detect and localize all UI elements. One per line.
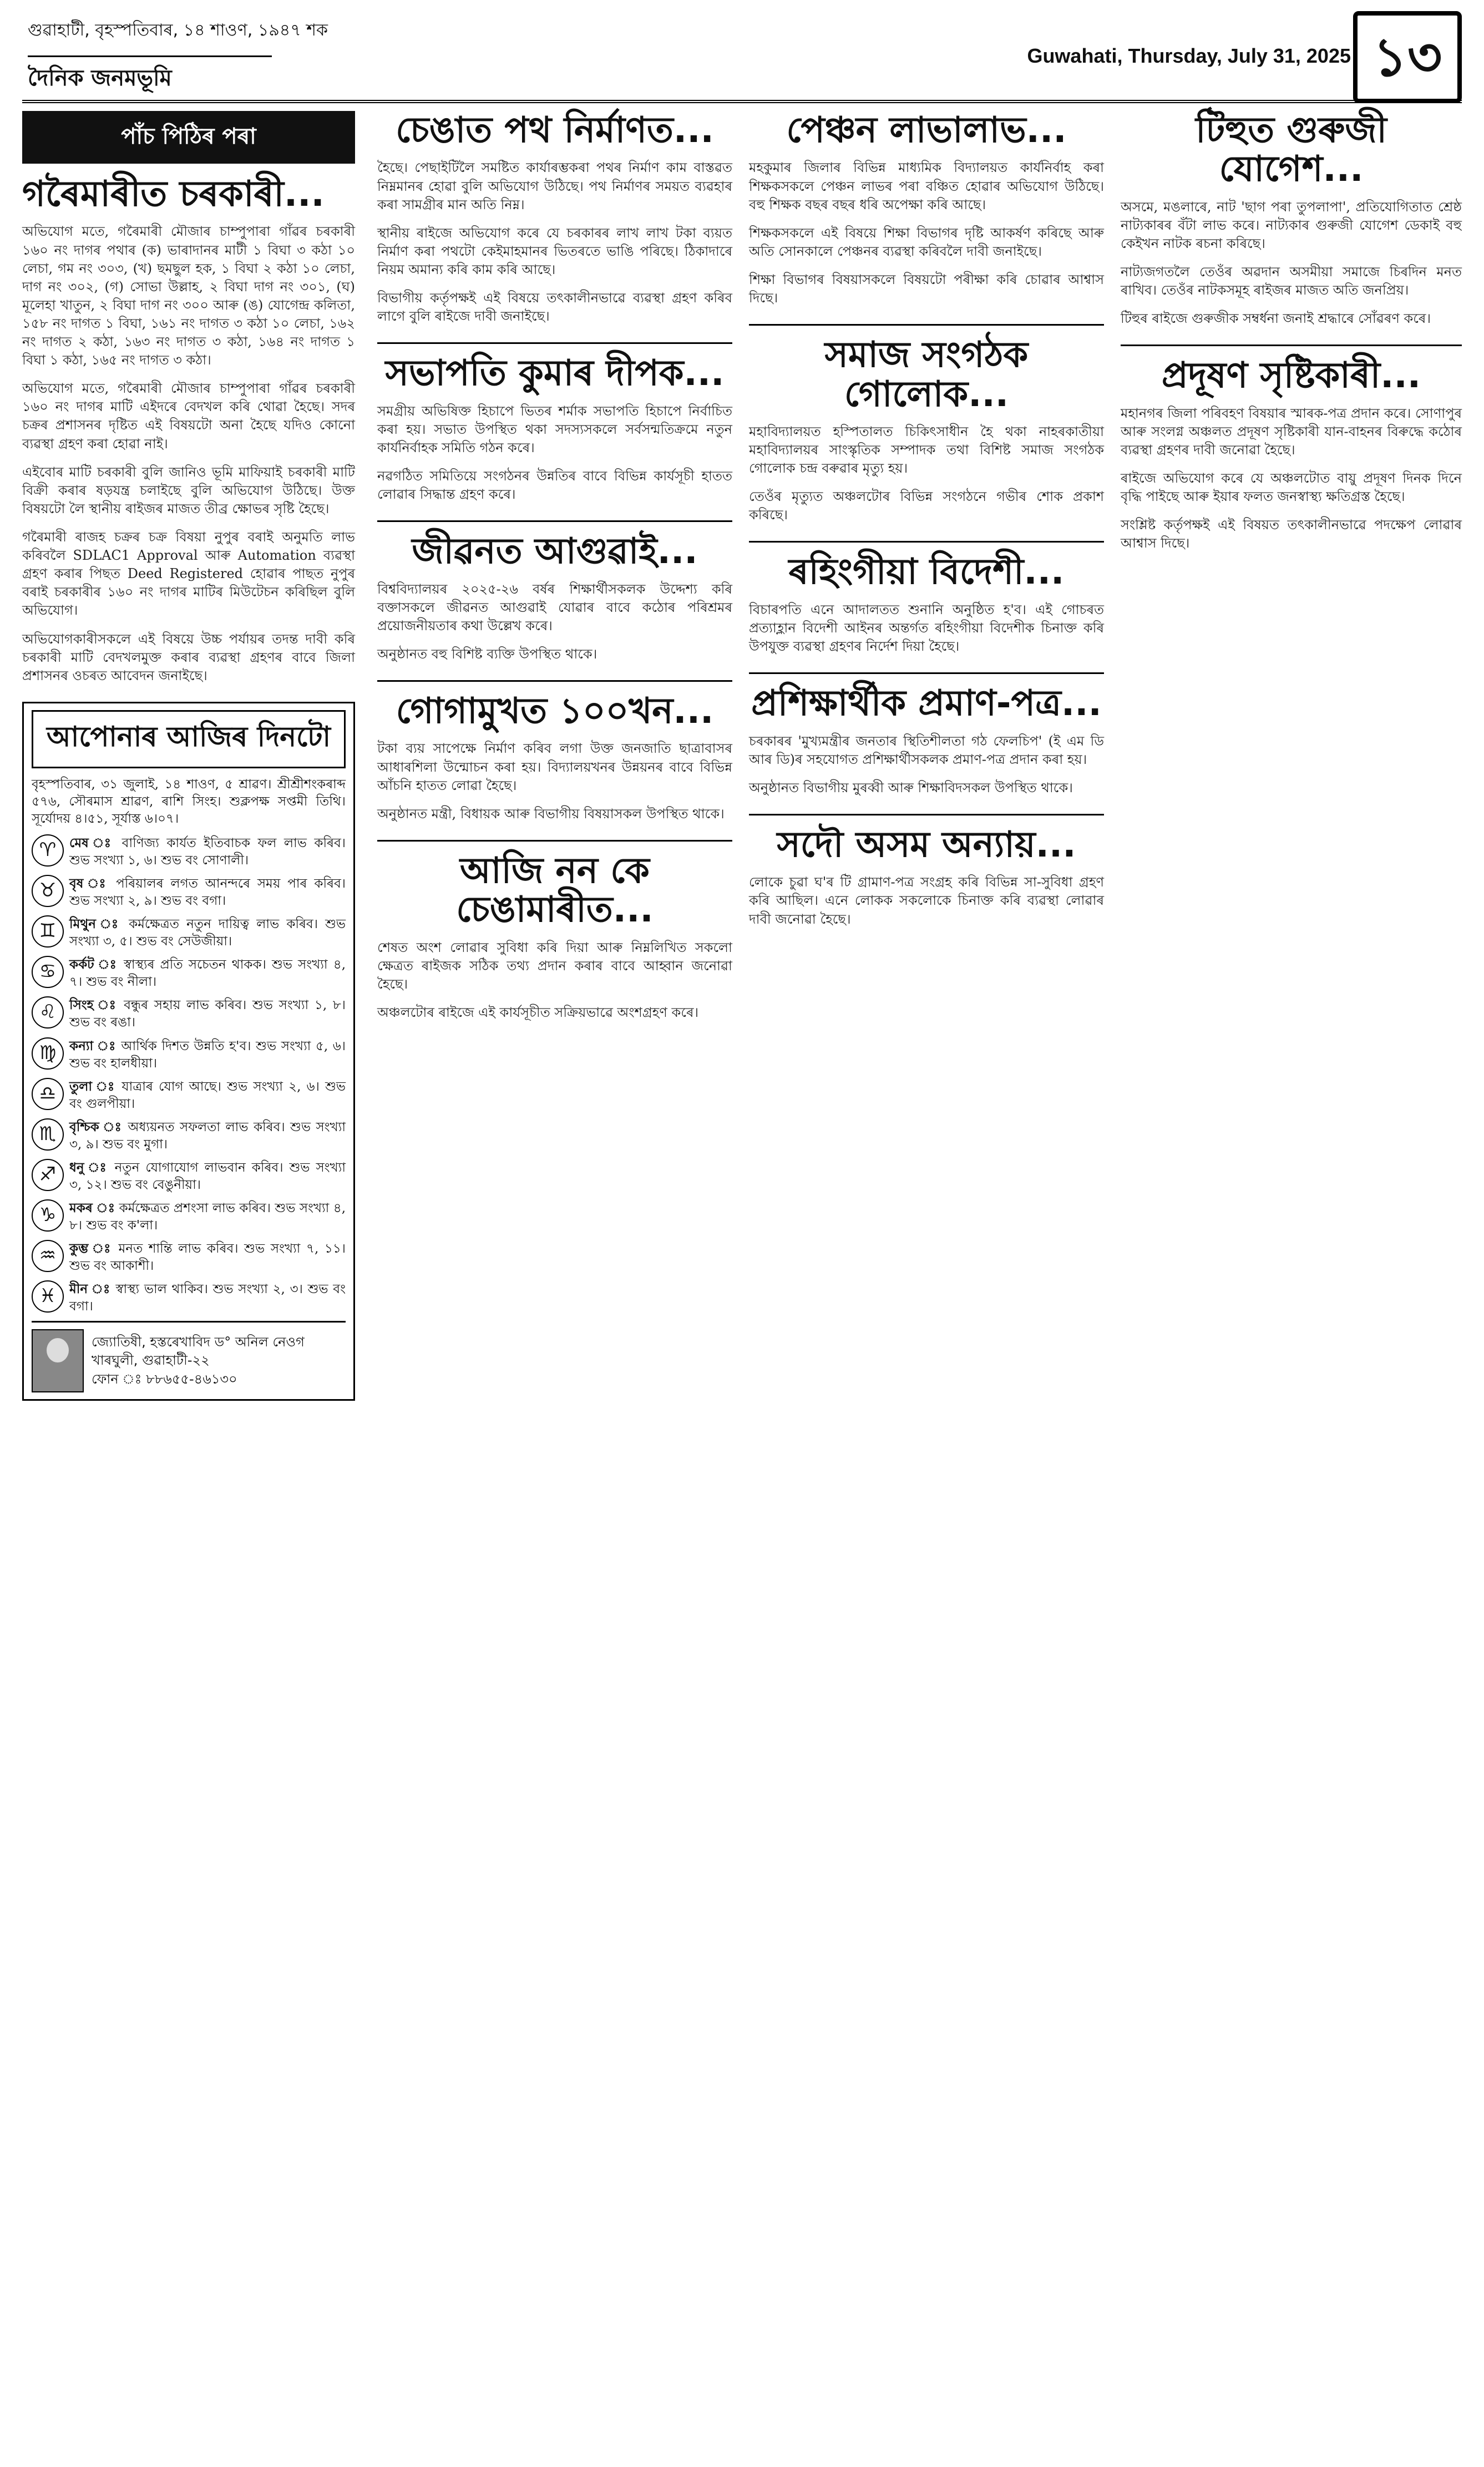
sign-name: বৃষ ঃ bbox=[69, 876, 109, 891]
sign-virgo bbox=[32, 1037, 346, 1072]
sign-name: মেষ ঃ bbox=[69, 835, 115, 851]
sign-name: কন্যা ঃ bbox=[69, 1038, 117, 1053]
paragraph: লোকে চুৱা ঘ'ৰ টি গ্ৰামাণ-পত্ৰ সংগ্ৰহ কৰি বিভিন্ন সা-সুবিধা গ্ৰহণ কৰি আছিল। এনে লোকক সকলোকে চিনাক্ত কৰি ব্যৱস্থা লোৱাৰ দাবী জনোৱা হৈছে। bbox=[749, 874, 1104, 927]
paragraph: বিশ্ববিদ্যালয়ৰ ২০২৫-২৬ বৰ্ষৰ শিক্ষাৰ্থীসকলক উদ্দেশ্য কৰি বক্তাসকলে জীৱনত আগুৱাই যোৱাৰ বাবে কঠোৰ পৰিশ্ৰমৰ প্ৰয়োজনীয়তাৰ কথা উল্লেখ কৰে। bbox=[377, 581, 732, 634]
divider bbox=[377, 840, 732, 842]
sign-gemini bbox=[32, 915, 346, 950]
sign-forecast: পৰিয়ালৰ লগত আনন্দৰে সময় পাৰ কৰিব। শুভ সংখ্যা ২, ৯। শুভ বং বগা। bbox=[69, 877, 346, 909]
sagittarius-icon: ♐ bbox=[32, 1159, 64, 1191]
paragraph: নৱগঠিত সমিতিয়ে সংগঠনৰ উন্নতিৰ বাবে বিভিন্ন কাৰ্যসূচী হাতত লোৱাৰ সিদ্ধান্ত গ্ৰহণ কৰে। bbox=[377, 468, 732, 503]
astrologer-credit bbox=[32, 1321, 346, 1392]
sign-forecast: কৰ্মক্ষেত্ৰত প্ৰশংসা লাভ কৰিব। শুভ সংখ্যা ৪, ৮। শুভ বং ক'লা। bbox=[69, 1200, 346, 1233]
masthead-date-english: Guwahati, Thursday, July 31, 2025 bbox=[1027, 44, 1351, 67]
sign-forecast: স্বাস্থ্যৰ প্ৰতি সচেতন থাকক। শুভ সংখ্যা ৪, ৭। শুভ বং নীলা। bbox=[69, 958, 346, 990]
paragraph: ৰাইজে অভিযোগ কৰে যে অঞ্চলটোত বায়ু প্ৰদূষণ দিনক দিনে বৃদ্ধি পাইছে আৰু ইয়াৰ ফলত জনস্বাস্থ্য ক্ষতিগ্ৰস্ত হৈছে। bbox=[1121, 470, 1462, 505]
paragraph: চৰকাৰৰ 'মুখ্যমন্ত্ৰীৰ জনতাৰ স্থিতিশীলতা গঠ ফেলচিপ' (ই এম ডি আৰ ডি)ৰ সহযোগত প্ৰশিক্ষাৰ্থীসকলক প্ৰমাণ-পত্ৰ প্ৰদান কৰা হয়। bbox=[749, 733, 1104, 767]
divider bbox=[749, 541, 1104, 543]
paragraph: অভিযোগ মতে, গৰৈমাৰী মৌজাৰ চাম্পুপাৰা গাঁৱৰ চৰকাৰী ১৬০ নং দাগৰ পথাৰ (ক) ভাৰাদানৰ মাটী ১ বিঘা ৩ কঠা ১০ লেচা, গম নং ৩০৩, (খ) ছমছুল হক, ১ বিঘা ২ কঠা ১০ লেচা, দাগ নং ৩০২, (গ) সোভা উল্লাহ, ২ বিঘা দাগ নং ৩০১, (ঘ) মূলেহা খাতুন, ২ বিঘা দাগ নং ৩০০ আৰু (ঙ) যোগেন্দ্ৰ কলিতা, ১৫৮ নং দাগত ১ বিঘা, ১৬১ নং দাগত ৩ কঠা ১০ লেচা, ১৬২ নং দাগত ২ কঠা, ১৬৩ নং দাগত ৩ কঠা, ১৬৪ নং দাগত ১ বিঘা ১ কঠা, ১৬৫ নং দাগত ৩ কঠা। bbox=[22, 224, 355, 368]
virgo-icon: ♍ bbox=[32, 1037, 64, 1070]
paragraph: গৰৈমাৰী ৰাজহ চক্ৰৰ চক্ৰ বিষয়া নুপুৰ বৰাই অনুমতি লাভ কৰিবলৈ SDLAC1 Approval আৰু Automation ব্যৱস্থা গ্ৰহণ কৰাৰ পিছত Deed Registered হোৱাৰ পাছত নুপুৰ বৰাই চৰকাৰীৰ ১৬০ নং দাগৰ মাটিৰ মিউটেচন কৰিছিল বুলি অভিযোগ। bbox=[22, 529, 355, 619]
cancer-icon: ♋ bbox=[32, 956, 64, 988]
paragraph: মহাবিদ্যালয়ত হস্পিতালত চিকিৎসাধীন হৈ থকা নাহৰকাতীয়া মহাবিদ্যালয়ৰ সাংস্কৃতিক সম্পাদক তথা বিশিষ্ট সমাজ সংগঠক গোলোক চন্দ্ৰ বৰুৱাৰ মৃত্যু হয়। bbox=[749, 423, 1104, 477]
paragraph: শিক্ষকসকলে এই বিষয়ে শিক্ষা বিভাগৰ দৃষ্টি আকৰ্ষণ কৰিছে আৰু অতি সোনকালে পেঞ্চনৰ ব্যৱস্থা কৰিবলৈ দাবী জনাইছে। bbox=[749, 225, 1104, 259]
scorpio-icon: ♏ bbox=[32, 1118, 64, 1151]
divider bbox=[749, 814, 1104, 815]
libra-icon: ♎ bbox=[32, 1078, 64, 1110]
gemini-icon: ♊ bbox=[32, 915, 64, 948]
headline: গৰৈমাৰীত চৰকাৰী... bbox=[22, 174, 325, 215]
headline: সভাপতি কুমাৰ দীপক... bbox=[385, 353, 725, 394]
sign-forecast: যাত্ৰাৰ যোগ আছে। শুভ সংখ্যা ২, ৬। শুভ বং গুলপীয়া। bbox=[69, 1079, 346, 1111]
sign-forecast: আৰ্থিক দিশত উন্নতি হ'ব। শুভ সংখ্যা ৫, ৬। শুভ বং হালধীয়া। bbox=[69, 1039, 346, 1071]
sign-forecast: কৰ্মক্ষেত্ৰত নতুন দায়িত্ব লাভ কৰিব। শুভ সংখ্যা ৩, ৫। শুভ বং সেউজীয়া। bbox=[69, 917, 346, 949]
sign-name: কুম্ভ ঃ bbox=[69, 1240, 113, 1256]
paragraph: নাট্যজগতলৈ তেওঁৰ অৱদান অসমীয়া সমাজে চিৰদিন মনত ৰাখিব। তেওঁৰ নাটকসমূহ ৰাইজৰ মাজত অতি জনপ্ৰিয়। bbox=[1121, 264, 1462, 298]
article-chenga-road bbox=[377, 111, 732, 326]
paragraph: মহকুমাৰ জিলাৰ বিভিন্ন মাধ্যমিক বিদ্যালয়ত কাৰ্যনিৰ্বাহ কৰা শিক্ষকসকলে পেঞ্চন লাভৰ পৰা বঞ্চিত হোৱাৰ অভিযোগ উঠিছে। বহু শিক্ষক বছৰ বছৰ ধৰি অপেক্ষা কৰি আছে। bbox=[749, 160, 1104, 212]
sign-aquarius bbox=[32, 1240, 346, 1275]
sign-name: মিথুন ঃ bbox=[69, 916, 121, 932]
sign-name: তুলা ঃ bbox=[69, 1078, 117, 1094]
paragraph: অঞ্চলটোৰ ৰাইজে এই কাৰ্যসূচীত সক্ৰিয়ভাৱে অংশগ্ৰহণ কৰে। bbox=[377, 1004, 699, 1020]
headline: গোগামুখত ১০০খন... bbox=[396, 691, 714, 732]
headline: টিহুত গুৰুজী যোগেশ... bbox=[1196, 110, 1387, 190]
taurus-icon: ♉ bbox=[32, 875, 64, 907]
divider bbox=[749, 672, 1104, 674]
sign-forecast: বন্ধুৰ সহায় লাভ কৰিব। শুভ সংখ্যা ১, ৮। শুভ বং ৰঙা। bbox=[69, 998, 346, 1030]
headline: ৰহিংগীয়া বিদেশী... bbox=[788, 551, 1065, 593]
paragraph: এইবোৰ মাটি চৰকাৰী বুলি জানিও ভূমি মাফিয়াই চৰকাৰী মাটি বিক্ৰী কৰাৰ ষড়যন্ত্ৰ চলাইছে বুলি অভিযোগ উঠিছে। উক্ত বিষয়টো লৈ স্থানীয় ৰাইজৰ মাজত তীব্ৰ ক্ষোভৰ সৃষ্টি হৈছে। bbox=[22, 464, 355, 516]
page-number: ১৩ bbox=[1353, 11, 1462, 103]
article-all-assam bbox=[749, 825, 1104, 929]
headline: প্ৰদূষণ সৃষ্টিকাৰী... bbox=[1161, 355, 1421, 397]
horoscope-box bbox=[22, 702, 355, 1401]
headline: পেঞ্চন লাভালাভ... bbox=[786, 110, 1067, 151]
sign-leo bbox=[32, 996, 346, 1031]
article-rohingya bbox=[749, 553, 1104, 656]
paragraph: টিহুৰ ৰাইজে গুৰুজীক সম্বৰ্ধনা জনাই শ্ৰদ্ধাৰে সোঁৱৰণ কৰে। bbox=[1121, 311, 1431, 327]
sign-sagittarius bbox=[32, 1159, 346, 1194]
paragraph: অসমে, মঙলাৰে, নাট 'ছাগ পৰা তুপলাপা', প্ৰতিযোগিতাত শ্ৰেষ্ঠ নাট্যকাৰৰ বঁটা লাভ কৰে। নাট্যকাৰ গুৰুজী যোগেশ ডেকাই বহু কেইখন নাটক ৰচনা কৰিছে। bbox=[1121, 199, 1462, 251]
divider bbox=[1121, 345, 1462, 346]
paragraph: অনুষ্ঠানত বহু বিশিষ্ট ব্যক্তি উপস্থিত থাকে। bbox=[377, 646, 597, 662]
sign-forecast: বাণিজ্য কাৰ্যত ইতিবাচক ফল লাভ কৰিব। শুভ সংখ্যা ১, ৬। শুভ বং সোণালী। bbox=[69, 836, 346, 868]
sign-forecast: মনত শান্তি লাভ কৰিব। শুভ সংখ্যা ৭, ১১। শুভ বং আকাশী। bbox=[69, 1241, 346, 1274]
section-label: পাঁচ পিঠিৰ পৰা bbox=[22, 111, 355, 164]
capricorn-icon: ♑ bbox=[32, 1199, 64, 1232]
astrologer-name: জ্যোতিষী, হস্তৰেখাবিদ ড° অনিল নেওগ bbox=[92, 1334, 305, 1350]
paragraph: অভিযোগকাৰীসকলে এই বিষয়ে উচ্চ পৰ্যায়ৰ তদন্ত দাবী কৰি চৰকাৰী মাটি বেদখলমুক্ত কৰাৰ ব্যৱস্থা গ্ৰহণৰ বাবে জিলা প্ৰশাসনৰ ওচৰত আবেদন জনাইছে। bbox=[22, 631, 355, 683]
article-chengamari bbox=[377, 852, 732, 1022]
paragraph: তেওঁৰ মৃত্যুত অঞ্চলটোৰ বিভিন্ন সংগঠনে গভীৰ শোক প্ৰকাশ কৰিছে। bbox=[749, 489, 1104, 523]
column-4 bbox=[1121, 111, 1462, 570]
sign-taurus bbox=[32, 875, 346, 910]
sign-libra bbox=[32, 1078, 346, 1113]
sign-forecast: অধ্যয়নত সফলতা লাভ কৰিব। শুভ সংখ্যা ৩, ৯। শুভ বং মুগা। bbox=[69, 1119, 346, 1152]
article-goroimari bbox=[22, 175, 355, 685]
paragraph: অনুষ্ঠানত বিভাগীয় মুৰব্বী আৰু শিক্ষাবিদসকল উপস্থিত থাকে। bbox=[749, 779, 1073, 796]
masthead bbox=[22, 11, 1462, 103]
astrologer-photo bbox=[32, 1329, 84, 1392]
article-president-kumar-dipak bbox=[377, 354, 732, 504]
paragraph: স্থানীয় ৰাইজে অভিযোগ কৰে যে চৰকাৰৰ লাখ লাখ টকা ব্যয়ত নিৰ্মাণ কৰা পথটো কেইমাহমানৰ ভিতৰতে ভাঙি পৰিছে। ঠিকাদাৰে নিয়ম অমান্য কৰি কাম কৰি আছে। bbox=[377, 225, 732, 277]
article-tihu-guruji bbox=[1121, 111, 1462, 328]
sign-aries bbox=[32, 834, 346, 869]
sign-name: কৰ্কট ঃ bbox=[69, 957, 118, 972]
headline: প্ৰশিক্ষাৰ্থীক প্ৰমাণ-পত্ৰ... bbox=[751, 683, 1102, 725]
headline: চেঙাত পথ নিৰ্মাণত... bbox=[396, 110, 714, 151]
paragraph: অনুষ্ঠানত মন্ত্ৰী, বিধায়ক আৰু বিভাগীয় বিষয়াসকল উপস্থিত থাকে। bbox=[377, 806, 725, 822]
headline: জীৱনত আগুৱাই... bbox=[412, 531, 698, 573]
paragraph: হৈছে। পেছাইটিলৈ সমষ্টিত কাৰ্যাৰম্ভকৰা পথৰ নিৰ্মাণ কাম বাস্তৱত নিম্নমানৰ হোৱা বুলি অভিযোগ উঠিছে। পথ নিৰ্মাণৰ সময়ত ব্যৱহাৰ কৰা সামগ্ৰীৰ মান অতি নিম্ন। bbox=[377, 160, 732, 212]
sign-cancer bbox=[32, 956, 346, 991]
sign-name: ধনু ঃ bbox=[69, 1159, 109, 1175]
masthead-brand: দৈনিক জনমভূমি bbox=[28, 55, 272, 98]
sign-name: সিংহ ঃ bbox=[69, 997, 118, 1013]
paragraph: বিভাগীয় কৰ্তৃপক্ষই এই বিষয়ে তৎকালীনভাৱে ব্যৱস্থা গ্ৰহণ কৰিব লাগে বুলি ৰাইজে দাবী জনাইছে। bbox=[377, 290, 732, 325]
headline: সমাজ সংগঠক গোলোক... bbox=[824, 335, 1029, 415]
aries-icon: ♈ bbox=[32, 834, 64, 867]
headline: সদৌ অসম অন্যায়... bbox=[777, 824, 1076, 865]
paragraph: বিচাৰপতি এনে আদালতত শুনানি অনুষ্ঠিত হ'ব। এই গোচৰত প্ৰত্যাহ্লান বিদেশী আইনৰ অন্তৰ্গত ৰহিংগীয়া বিদেশীক চিনাক্ত কৰি উপযুক্ত ব্যৱস্থা গ্ৰহণৰ নিৰ্দেশ দিয়া হৈছে। bbox=[749, 601, 1104, 655]
aquarius-icon: ♒ bbox=[32, 1240, 64, 1272]
paragraph: টকা ব্যয় সাপেক্ষে নিৰ্মাণ কৰিব লগা উক্ত জনজাতি ছাত্ৰাবাসৰ আধাৰশিলা উন্মোচন কৰা হয়। বিদ্যালয়খনৰ উন্নয়নৰ বাবে বিভিন্ন আঁচনি হাতত লোৱা হৈছে। bbox=[377, 741, 732, 793]
paragraph: অভিযোগ মতে, গৰৈমাৰী মৌজাৰ চাম্পুপাৰা গাঁৱৰ চৰকাৰী ১৬০ নং দাগৰ মাটি এইদৰে বেদখল কৰি থোৱা হৈছে। সদৰ চক্ৰৰ প্ৰশাসনৰ দৃষ্টিত এই বিষয়টো অনা হৈছে যদিও কোনো ব্যৱস্থা গ্ৰহণ কৰা হোৱা নাই। bbox=[22, 381, 355, 452]
divider bbox=[749, 324, 1104, 326]
sign-capricorn bbox=[32, 1199, 346, 1234]
sign-name: মীন ঃ bbox=[69, 1281, 111, 1297]
paragraph: সংশ্লিষ্ট কৰ্তৃপক্ষই এই বিষয়ত তৎকালীনভাৱে পদক্ষেপ লোৱাৰ আশ্বাস দিছে। bbox=[1121, 517, 1462, 551]
divider bbox=[377, 342, 732, 344]
article-pension bbox=[749, 111, 1104, 307]
column-3 bbox=[749, 111, 1104, 945]
horoscope-title: আপোনাৰ আজিৰ দিনটো bbox=[32, 710, 346, 768]
leo-icon: ♌ bbox=[32, 996, 64, 1029]
paragraph: শিক্ষা বিভাগৰ বিষয়াসকলে বিষয়টো পৰীক্ষা কৰি চোৱাৰ আশ্বাস দিছে। bbox=[749, 271, 1104, 306]
column-2 bbox=[377, 111, 732, 1039]
divider bbox=[377, 520, 732, 522]
article-social-organiser bbox=[749, 336, 1104, 524]
paragraph: মহানগৰ জিলা পৰিবহণ বিষয়াৰ স্মাৰক-পত্ৰ প্ৰদান কৰে। সোণাপুৰ আৰু সংলগ্ন অঞ্চলত প্ৰদূষণ সৃষ্টিকাৰী যান-বাহনৰ বিৰুদ্ধে কঠোৰ ব্যৱস্থা গ্ৰহণৰ দাবী জনোৱা হৈছে। bbox=[1121, 405, 1462, 458]
column-1 bbox=[22, 111, 355, 1401]
paragraph: সমগ্ৰীয় অভিষিক্ত হিচাপে ভিতৰ শৰ্মাক সভাপতি হিচাপে নিৰ্বাচিত কৰা হয়। সভাত উপস্থিত থকা সদস্যসকলে সৰ্বসন্মতিক্ৰমে নতুন কাৰ্যনিৰ্বাহক সমিতি গঠন কৰে। bbox=[377, 403, 732, 455]
masthead-date-assamese: গুৱাহাটী, বৃহস্পতিবাৰ, ১৪ শাওণ, ১৯৪৭ শক bbox=[28, 21, 328, 40]
sign-forecast: স্বাস্থ্য ভাল থাকিব। শুভ সংখ্যা ২, ৩। শুভ বং বগা। bbox=[69, 1282, 346, 1314]
sign-pisces bbox=[32, 1280, 346, 1315]
sign-name: মকৰ ঃ bbox=[69, 1200, 115, 1215]
horoscope-intro: বৃহস্পতিবাৰ, ৩১ জুলাই, ১৪ শাওণ, ৫ শ্ৰাৱণ। শ্ৰীশ্ৰীশংকৰাব্দ ৫৭৬, সৌৰমাস শ্ৰাৱণ, ৰাশি সিংহ। শুক্লপক্ষ সপ্তমী তিথি। সূৰ্যোদয় ৪।৫১, সূৰ্যাস্ত ৬।০৭। bbox=[32, 777, 346, 826]
astrologer-place: খাৰঘুলী, গুৱাহাটী-২২ bbox=[92, 1352, 210, 1369]
sign-forecast: নতুন যোগাযোগ লাভবান কৰিব। শুভ সংখ্যা ৩, ১২। শুভ বং বেঙুনীয়া। bbox=[69, 1160, 346, 1192]
paragraph: শেষত অংশ লোৱাৰ সুবিধা কৰি দিয়া আৰু নিম্নলিখিত সকলো ক্ষেত্ৰত ৰাইজক সঠিক তথ্য প্ৰদান কৰাৰ বাবে আহ্বান জনোৱা হৈছে। bbox=[377, 939, 732, 992]
article-trainee-certificate bbox=[749, 684, 1104, 797]
pisces-icon: ♓ bbox=[32, 1280, 64, 1313]
article-gogamukh bbox=[377, 692, 732, 823]
headline: আজি নন কে চেঙামাৰীত... bbox=[456, 850, 654, 931]
article-pollution bbox=[1121, 356, 1462, 553]
divider bbox=[377, 680, 732, 682]
sign-name: বৃশ্চিক ঃ bbox=[69, 1119, 123, 1134]
astrologer-phone: ফোন ঃ ৮৮৬৫৫-৪৬১৩০ bbox=[92, 1371, 237, 1387]
article-life-ahead bbox=[377, 532, 732, 663]
sign-scorpio bbox=[32, 1118, 346, 1153]
